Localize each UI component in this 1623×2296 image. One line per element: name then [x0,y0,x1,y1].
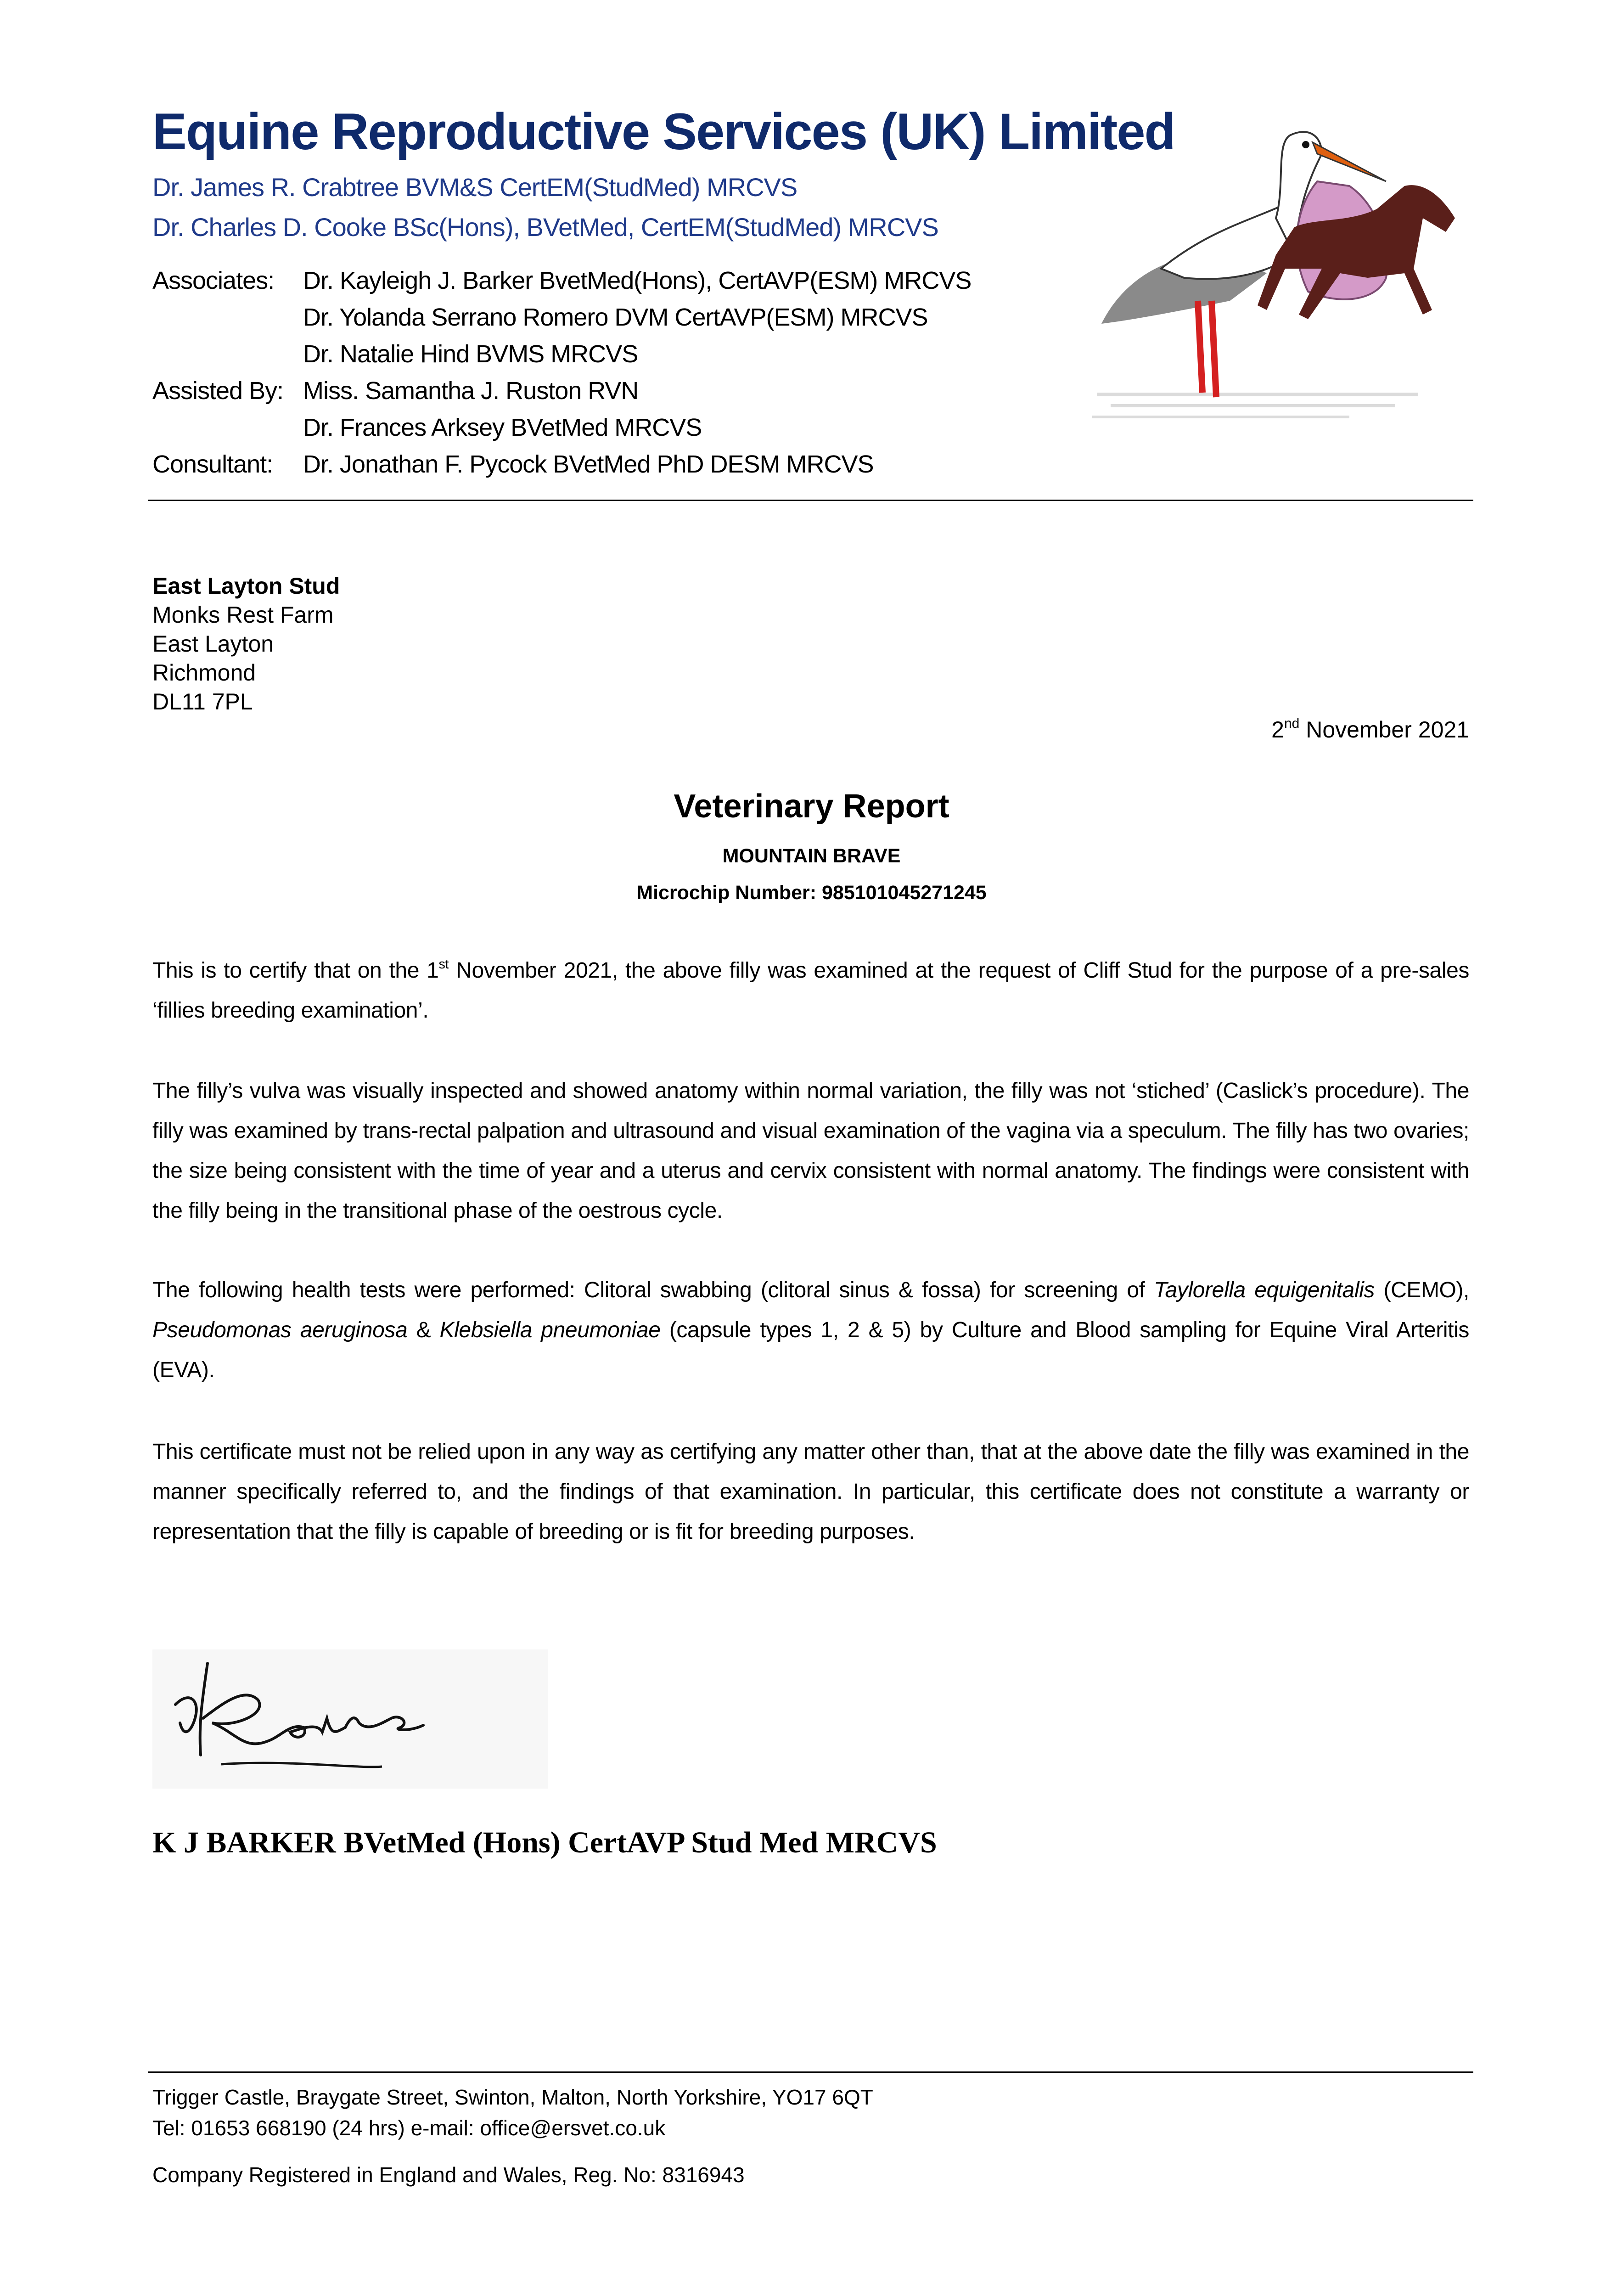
header-divider [148,500,1473,501]
address-line: Monks Rest Farm [152,602,334,628]
staff-name: Miss. Samantha J. Ruston RVN [303,377,639,405]
letter-date [1271,716,1469,743]
footer-registration: Company Registered in England and Wales, Reg. No: 8316943 [152,2163,745,2187]
staff-row [152,413,702,442]
report-title: Veterinary Report [674,788,949,825]
organism-name: Klebsiella pneumoniae [439,1318,661,1342]
footer-contact: Tel: 01653 668190 (24 hrs) e-mail: office@ersvet.co.uk [152,2116,666,2140]
date-suffix: nd [1284,716,1300,731]
microchip-number: Microchip Number: 985101045271245 [636,882,987,904]
staff-label: Associates: [152,267,275,294]
address-line: Richmond [152,660,256,686]
date-day: 2 [1271,717,1284,743]
recipient-address [152,572,340,716]
company-name: Equine Reproductive Services (UK) Limited [152,103,1175,160]
recipient-name: East Layton Stud [152,573,340,599]
organism-name: Taylorella equigenitalis [1154,1278,1375,1302]
text: & [407,1318,440,1342]
principal-2: Dr. Charles D. Cooke BSc(Hons), BVetMed, CertEM(StudMed) MRCVS [152,213,938,242]
paragraph-certification [152,951,1469,1030]
superscript: st [438,957,449,972]
staff-name: Dr. Yolanda Serrano Romero DVM CertAVP(ESM) MRCVS [303,304,928,331]
address-line: DL11 7PL [152,689,253,715]
organism-name: Pseudomonas aeruginosa [152,1318,408,1342]
footer-divider [148,2071,1473,2073]
stork-carrying-foal-icon [1092,117,1473,434]
staff-name: Dr. Jonathan F. Pycock BVetMed PhD DESM MRCVS [303,450,874,478]
paragraph-health-tests [152,1270,1469,1390]
footer-address: Trigger Castle, Braygate Street, Swinton, Malton, North Yorkshire, YO17 6QT [152,2085,873,2109]
staff-name: Dr. Frances Arksey BVetMed MRCVS [303,414,702,441]
staff-row [152,303,927,332]
text: (CEMO), [1374,1278,1469,1302]
staff-row [152,377,638,405]
principal-1: Dr. James R. Crabtree BVM&S CertEM(StudMed) MRCVS [152,173,797,202]
address-line: East Layton [152,631,274,657]
paragraph-disclaimer: This certificate must not be relied upon in any way as certifying any matter other than, that at the above date the filly was examined in the manner specifically referred to, and the findings of that examination. In particular, this certificate does not constitute a warranty or representation that the filly is capable of breeding or is fit for breeding purposes. [152,1440,1469,1544]
signatory-name: K J BARKER BVetMed (Hons) CertAVP Stud Med MRCVS [152,1826,937,1859]
staff-name: Dr. Kayleigh J. Barker BvetMed(Hons), CertAVP(ESM) MRCVS [303,267,972,294]
staff-label: Consultant: [152,450,273,478]
staff-label: Assisted By: [152,377,284,405]
text: This is to certify that on the 1 [152,958,439,983]
staff-row [152,266,971,295]
text: The following health tests were performed: Clitoral swabbing (clitoral sinus & fossa) for screening of [152,1278,1154,1302]
date-rest: November 2021 [1299,717,1469,743]
staff-row [152,340,638,368]
staff-name: Dr. Natalie Hind BVMS MRCVS [303,340,638,368]
horse-name: MOUNTAIN BRAVE [722,845,901,867]
signature-image [152,1649,548,1789]
text: (capsule types 1, 2 & 5) by Culture and Blood sampling for Equine Viral Arteritis (EVA). [152,1318,1470,1382]
paragraph-examination: The filly’s vulva was visually inspected and showed anatomy within normal variation, the filly was not ‘stiched’ (Caslick’s procedure). The filly was examined by trans-rectal palpation and ultrasound and visual examination of the vagina via a speculum. The filly has two ovaries; the size being consistent with the time of year and a uterus and cervix consistent with normal anatomy. The findings were consistent with the filly being in the transitional phase of the oestrous cycle. [152,1079,1469,1223]
staff-row [152,450,873,478]
text: November 2021, the above filly was examined at the request of Cliff Stud for the purpose of a pre-sales ‘fillies breeding examination’. [152,958,1469,1023]
